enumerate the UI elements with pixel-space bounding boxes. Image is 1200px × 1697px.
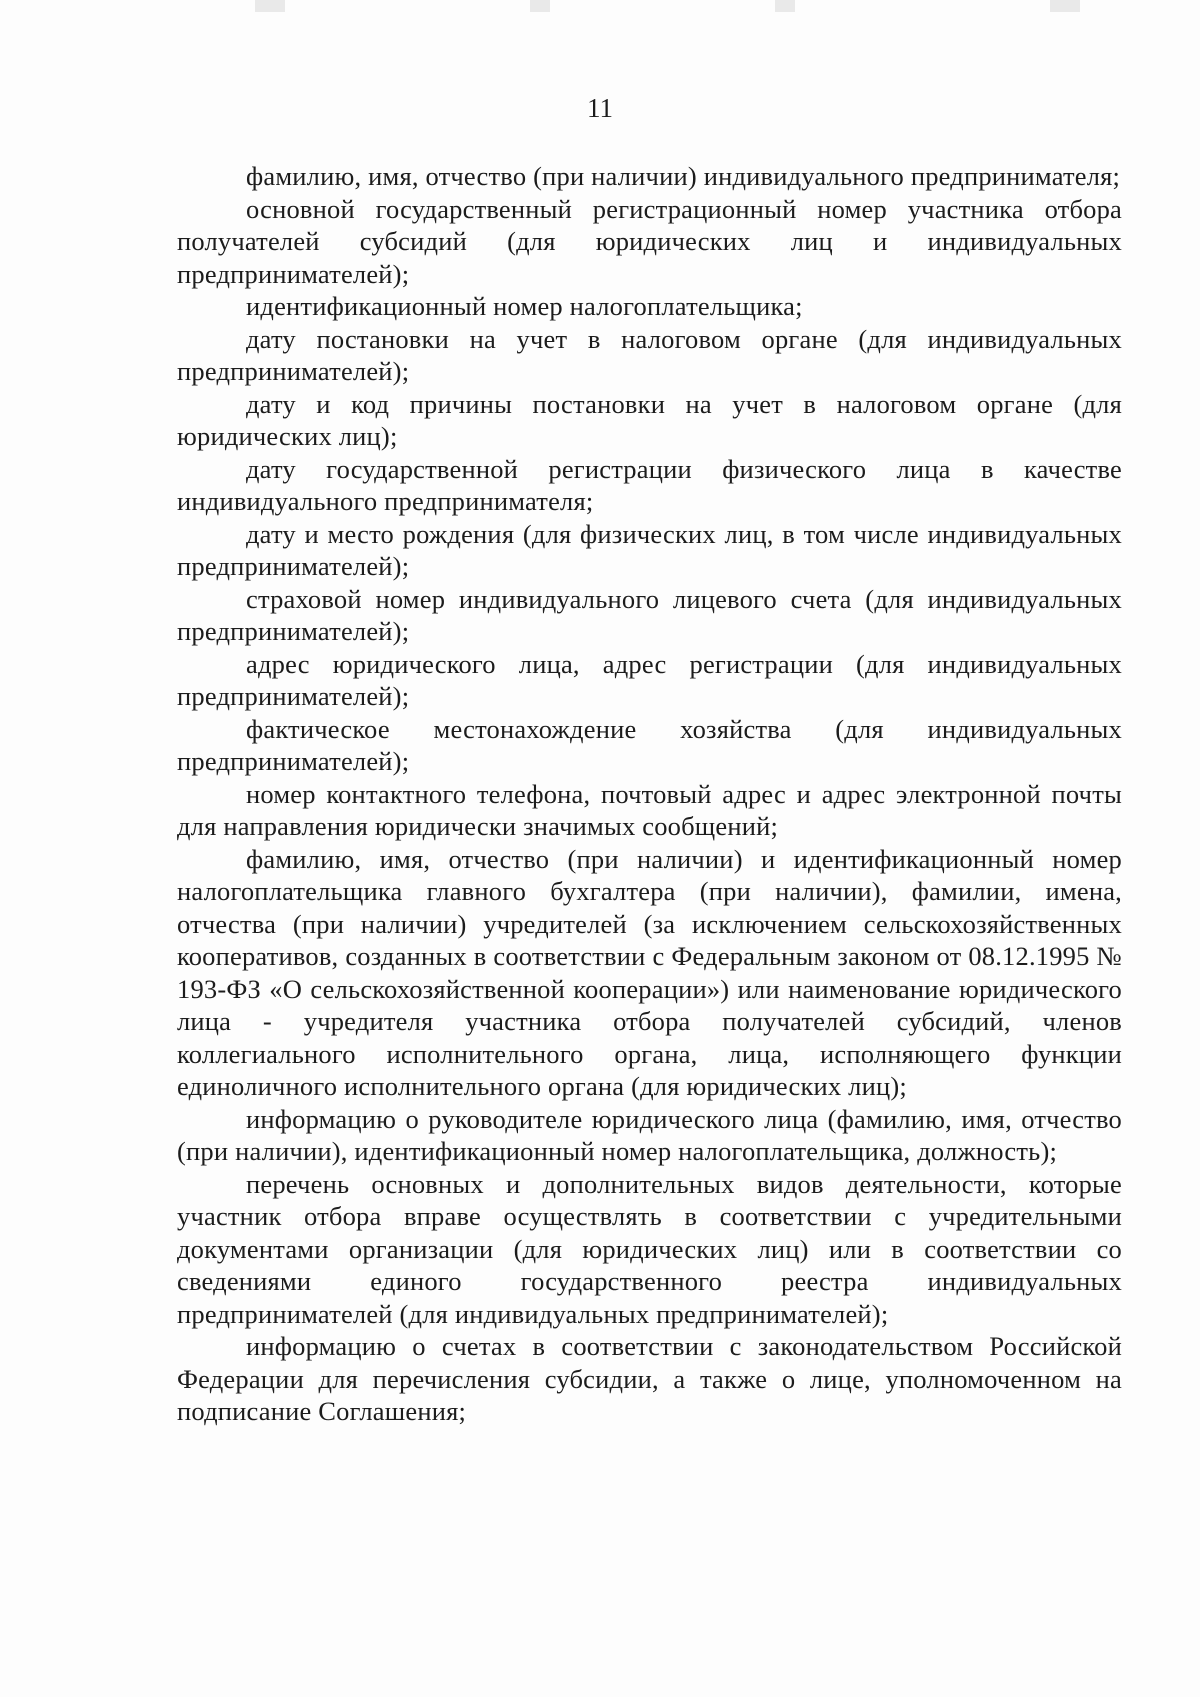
paragraph: перечень основных и дополнительных видов деятельности, которые участник отбора вправе осуществлять в соответствии с учредительными документами организации (для юридических лиц) или в соответствии со сведениями единого государственного реестра индивидуальных предпринимателей (для индивидуальных предпринимателей); [177, 1168, 1122, 1329]
paragraph: идентификационный номер налогоплательщика; [246, 291, 803, 321]
paragraph: страховой номер индивидуального лицевого счета (для индивидуальных предпринимателей); [177, 583, 1122, 646]
paragraph: фамилию, имя, отчество (при наличии) индивидуального предпринимателя; [246, 161, 1121, 191]
paragraph: номер контактного телефона, почтовый адрес и адрес электронной почты для направления юридически значимых сообщений; [177, 778, 1122, 841]
paragraph: дату постановки на учет в налоговом органе (для индивидуальных предпринимателей); [177, 323, 1122, 386]
scan-edge-mark [1050, 0, 1080, 12]
paragraph: дату и место рождения (для физических лиц, в том числе индивидуальных предпринимателей); [177, 518, 1122, 581]
paragraph: фактическое местонахождение хозяйства (для индивидуальных предпринимателей); [177, 713, 1122, 776]
paragraph: адрес юридического лица, адрес регистрации (для индивидуальных предпринимателей); [177, 648, 1122, 711]
paragraph: информацию о руководителе юридического лица (фамилию, имя, отчество (при наличии), идентификационный номер налогоплательщика, должность); [177, 1103, 1122, 1166]
paragraph: фамилию, имя, отчество (при наличии) и идентификационный номер налогоплательщика главного бухгалтера (при наличии), фамилии, имена, отчества (при наличии) учредителей (за исключением сельскохозяйственных кооперативов, созданных в соответствии с Федеральным законом от 08.12.1995 № 193-ФЗ «О сельскохозяйственной кооперации») или наименование юридического лица - учредителя участника отбора получателей субсидий, членов коллегиального исполнительного органа, лица, исполняющего функции единоличного исполнительного органа (для юридических лиц); [177, 843, 1122, 1101]
page-number: 11 [587, 93, 613, 123]
paragraph: дату государственной регистрации физического лица в качестве индивидуального предпринимателя; [177, 453, 1122, 516]
paragraph: информацию о счетах в соответствии с законодательством Российской Федерации для перечисления субсидии, а также о лице, уполномоченном на подписание Соглашения; [177, 1331, 1122, 1426]
paragraph: дату и код причины постановки на учет в налоговом органе (для юридических лиц); [177, 388, 1122, 451]
scan-edge-mark [530, 0, 550, 12]
scan-edge-mark [255, 0, 285, 12]
scan-edge-mark [775, 0, 795, 12]
paragraph: основной государственный регистрационный номер участника отбора получателей субсидий (для юридических лиц и индивидуальных предпринимателей); [177, 193, 1122, 289]
document-body [177, 160, 1122, 1428]
